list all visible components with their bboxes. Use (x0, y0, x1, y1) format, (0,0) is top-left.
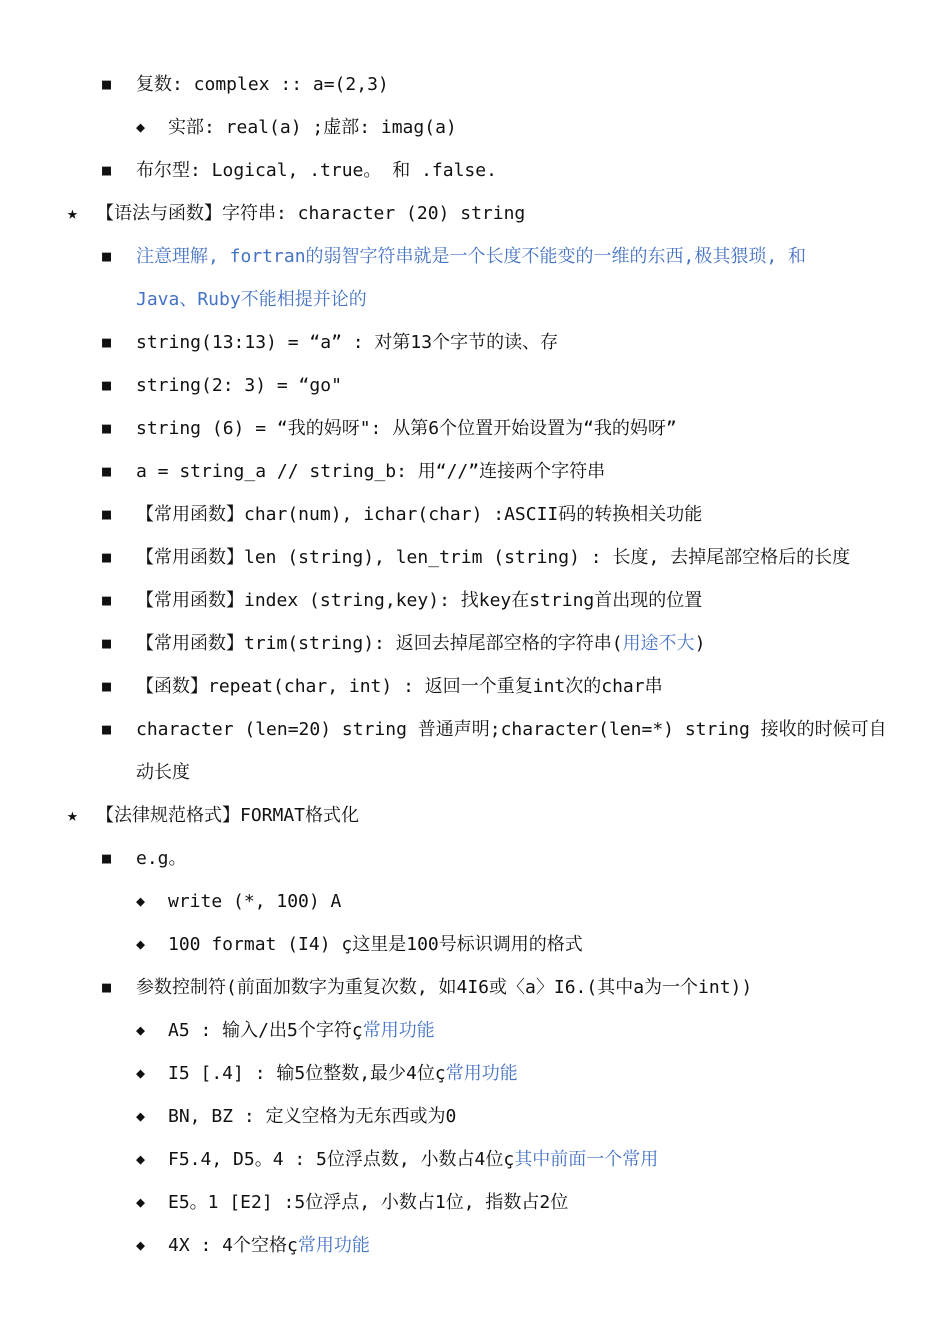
highlight-note: 常用功能 (362, 1020, 435, 1041)
list-item-text (96, 794, 359, 837)
text-run: 【常用函数】trim(string): 返回去掉尾部空格的字符串( (136, 633, 623, 654)
highlight-note: 常用功能 (297, 1235, 370, 1256)
square-bullet-icon: ■ (102, 247, 112, 265)
list-item (0, 235, 950, 278)
text-run: ) (694, 633, 706, 654)
text-run: 动长度 (136, 762, 190, 783)
list-item-text (136, 63, 389, 106)
list-item-text (136, 622, 705, 665)
list-item (0, 751, 950, 794)
square-bullet-icon: ■ (102, 419, 112, 437)
list-item (0, 278, 950, 321)
text-run: 100 format (I4) ç这里是100号标识调用的格式 (168, 934, 583, 955)
square-bullet-icon: ■ (102, 333, 112, 351)
text-run: 【常用函数】len (string), len_trim (string) : 长度, 去掉尾部空格后的长度 (136, 547, 851, 568)
text-run: 【语法与函数】字符串: character (20) string (96, 203, 526, 224)
list-item (0, 321, 950, 364)
list-item (0, 536, 950, 579)
square-bullet-icon: ■ (102, 376, 112, 394)
list-item-text (136, 321, 558, 364)
diamond-bullet-icon: ◆ (136, 1107, 146, 1125)
list-item-text (136, 407, 677, 450)
document-page (0, 63, 950, 1267)
list-item-text (136, 149, 497, 192)
list-item-text (136, 450, 605, 493)
list-item (0, 63, 950, 106)
square-bullet-icon: ■ (102, 849, 112, 867)
list-item (0, 1138, 950, 1181)
list-item-text (136, 235, 806, 278)
text-run: 参数控制符(前面加数字为重复次数, 如4I6或〈a〉I6.(其中a为一个int)) (136, 977, 753, 998)
square-bullet-icon: ■ (102, 591, 112, 609)
list-item (0, 192, 950, 235)
star-bullet-icon: ★ (67, 203, 78, 224)
list-item (0, 364, 950, 407)
square-bullet-icon: ■ (102, 720, 112, 738)
list-item (0, 880, 950, 923)
text-run: 【常用函数】char(num), ichar(char) :ASCII码的转换相关功能 (136, 504, 703, 525)
list-item-text (168, 923, 583, 966)
text-run: a = string_a // string_b: 用“//”连接两个字符串 (136, 461, 606, 482)
list-item-text (168, 1138, 658, 1181)
text-run: I5 [.4] : 输5位整数,最少4位ç (168, 1063, 446, 1084)
list-item (0, 1181, 950, 1224)
text-run: 【法律规范格式】FORMAT格式化 (96, 805, 360, 826)
list-item-text (136, 966, 752, 1009)
highlight-note: Java、Ruby不能相提并论的 (136, 289, 367, 310)
list-item (0, 966, 950, 1009)
list-item-text (136, 579, 702, 622)
text-run: write (*, 100) A (168, 891, 342, 912)
list-item (0, 708, 950, 751)
text-run: character (len=20) string 普通声明;character(len=*) string 接收的时候可自 (136, 719, 887, 740)
text-run: string (6) = “我的妈呀": 从第6个位置开始设置为“我的妈呀” (136, 418, 677, 439)
square-bullet-icon: ■ (102, 634, 112, 652)
text-run: 【函数】repeat(char, int) : 返回一个重复int次的char串 (136, 676, 663, 697)
text-run: 【常用函数】index (string,key): 找key在string首出现的位置 (136, 590, 703, 611)
list-item-text (136, 536, 850, 579)
text-run: F5.4, D5。4 : 5位浮点数, 小数占4位ç (168, 1149, 515, 1170)
square-bullet-icon: ■ (102, 677, 112, 695)
highlight-note: 其中前面一个常用 (514, 1149, 659, 1170)
list-item (0, 794, 950, 837)
diamond-bullet-icon: ◆ (136, 1064, 146, 1082)
highlight-note: 用途不大 (622, 633, 695, 654)
diamond-bullet-icon: ◆ (136, 1193, 146, 1211)
list-item-text (168, 1052, 518, 1095)
diamond-bullet-icon: ◆ (136, 118, 146, 136)
text-run: string(13:13) = “a” : 对第13个字节的读、存 (136, 332, 559, 353)
list-item (0, 106, 950, 149)
list-item (0, 450, 950, 493)
list-item (0, 407, 950, 450)
square-bullet-icon: ■ (102, 462, 112, 480)
text-run: e.g。 (136, 848, 187, 869)
list-item (0, 149, 950, 192)
diamond-bullet-icon: ◆ (136, 1150, 146, 1168)
list-item (0, 923, 950, 966)
list-item (0, 1224, 950, 1267)
star-bullet-icon: ★ (67, 805, 78, 826)
list-item-text (168, 106, 457, 149)
list-item-text (96, 192, 525, 235)
list-item (0, 1052, 950, 1095)
list-item (0, 1009, 950, 1052)
square-bullet-icon: ■ (102, 548, 112, 566)
diamond-bullet-icon: ◆ (136, 1236, 146, 1254)
highlight-note: 注意理解, fortran的弱智字符串就是一个长度不能变的一维的东西,极其猥琐, 和 (136, 246, 807, 267)
highlight-note: 常用功能 (445, 1063, 518, 1084)
square-bullet-icon: ■ (102, 505, 112, 523)
list-item-text (136, 364, 342, 407)
list-item-text (168, 1095, 456, 1138)
list-item-text (168, 1224, 370, 1267)
list-item (0, 579, 950, 622)
list-item-text (168, 880, 341, 923)
text-run: 4X : 4个空格ç (168, 1235, 298, 1256)
square-bullet-icon: ■ (102, 978, 112, 996)
text-run: 布尔型: Logical, .true。 和 .false. (136, 160, 497, 181)
list-item-text (168, 1181, 568, 1224)
list-item-text (136, 278, 367, 321)
text-run: 实部: real(a) ;虚部: imag(a) (168, 117, 457, 138)
list-item-text (136, 708, 887, 751)
list-item (0, 665, 950, 708)
text-run: A5 : 输入/出5个字符ç (168, 1020, 363, 1041)
list-item-text (136, 837, 187, 880)
square-bullet-icon: ■ (102, 75, 112, 93)
diamond-bullet-icon: ◆ (136, 892, 146, 910)
text-run: 复数: complex :: a=(2,3) (136, 74, 389, 95)
list-item-text (168, 1009, 435, 1052)
list-item-text (136, 493, 702, 536)
list-item-text (136, 751, 190, 794)
list-item (0, 1095, 950, 1138)
list-item (0, 622, 950, 665)
list-item (0, 493, 950, 536)
square-bullet-icon: ■ (102, 161, 112, 179)
text-run: E5。1 [E2] :5位浮点, 小数占1位, 指数占2位 (168, 1192, 569, 1213)
diamond-bullet-icon: ◆ (136, 935, 146, 953)
text-run: BN, BZ : 定义空格为无东西或为0 (168, 1106, 457, 1127)
list-item (0, 837, 950, 880)
list-item-text (136, 665, 663, 708)
text-run: string(2: 3) = “go" (136, 375, 342, 396)
diamond-bullet-icon: ◆ (136, 1021, 146, 1039)
